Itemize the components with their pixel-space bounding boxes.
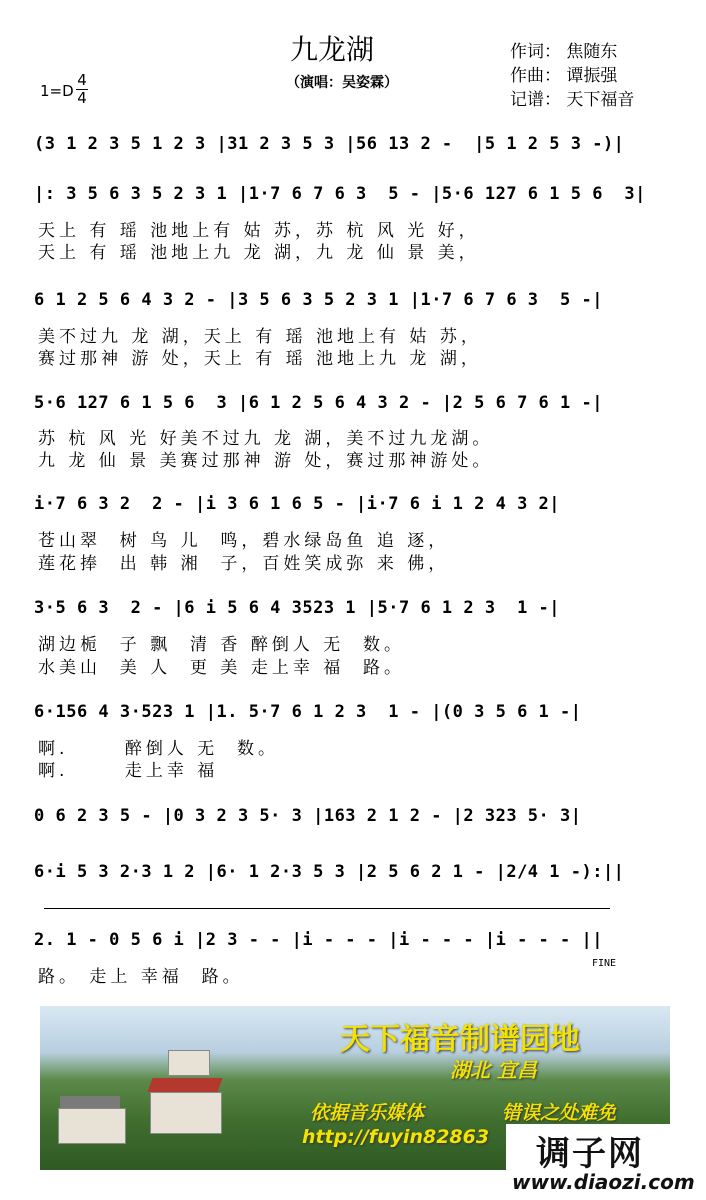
lyric-line-5b: 莲花捧 出 韩 湘 子，百姓笑成弥 来 佛， bbox=[38, 554, 450, 574]
lyric-line-3a: 美不过九 龙 湖，天上 有 瑶 池地上有 姑 苏， bbox=[38, 327, 482, 347]
house-roof-grey bbox=[60, 1096, 120, 1108]
banner-error-note: 错误之处难免 bbox=[502, 1102, 617, 1124]
banner-location: 湖北 宜昌 bbox=[450, 1058, 537, 1082]
fine-mark: FINE bbox=[592, 958, 617, 969]
time-signature-bottom: 4 bbox=[77, 89, 87, 107]
score-line-4: 5·6 127 6 1 5 6 3 |6 1 2 5 6 4 3 2 - |2 5 6 7 6 1 -| bbox=[34, 393, 603, 413]
watermark-url: www.diaozi.com bbox=[512, 1170, 695, 1194]
score-line-3: 6 1 2 5 6 4 3 2 - |3 5 6 3 5 2 3 1 |1·7 6 7 6 3 5 -| bbox=[34, 290, 603, 310]
score-line-9: 6·i 5 3 2·3 1 2 |6· 1 2·3 5 3 |2 5 6 2 1 - |2/4 1 -):|| bbox=[34, 862, 625, 882]
lyric-line-7a: 啊. 醉倒人 无 数。 bbox=[38, 739, 280, 759]
lyricist-credit: 作词： 焦随东 bbox=[510, 42, 618, 62]
lyric-line-5a: 苍山翠 树 鸟 儿 鸣，碧水绿岛鱼 追 逐， bbox=[38, 531, 450, 551]
key-signature: 1=D bbox=[40, 82, 74, 100]
lyric-line-6a: 湖边栀 子 飘 清 香 醉倒人 无 数。 bbox=[38, 635, 406, 655]
score-line-2: |: 3 5 6 3 5 2 3 1 |1·7 6 7 6 3 5 - |5·6 127 6 1 5 6 3| bbox=[34, 184, 646, 204]
score-line-6: 3·5 6 3 2 - |6 i 5 6 4 3523 1 |5·7 6 1 2 3 1 -| bbox=[34, 598, 561, 618]
banner-url: http://fuyin82863 bbox=[302, 1126, 490, 1148]
lyric-line-2a: 天上 有 瑶 池地上有 姑 苏，苏 杭 风 光 好， bbox=[38, 221, 480, 241]
banner-title: 天下福音制谱园地 bbox=[340, 1022, 580, 1057]
song-title: 九龙湖 bbox=[290, 33, 375, 66]
transcriber-credit: 记谱： 天下福音 bbox=[510, 90, 635, 110]
lyric-line-3b: 赛过那神 游 处，天上 有 瑶 池地上九 龙 湖， bbox=[38, 349, 482, 369]
time-signature bbox=[76, 72, 88, 107]
score-line-1: (3 1 2 3 5 1 2 3 |31 2 3 5 3 |56 13 2 - |5 1 2 5 3 -)| bbox=[34, 134, 625, 154]
lyric-line-2b: 天上 有 瑶 池地上九 龙 湖，九 龙 仙 景 美， bbox=[38, 243, 480, 263]
score-line-7: 6·156 4 3·523 1 |1. 5·7 6 1 2 3 1 - |(0 3 5 6 1 -| bbox=[34, 702, 582, 722]
credits-block bbox=[510, 40, 634, 112]
score-line-10: 2. 1 - 0 5 6 i |2 3 - - |i - - - |i - - - |i - - - || bbox=[34, 930, 603, 950]
score-line-8: 0 6 2 3 5 - |0 3 2 3 5· 3 |163 2 1 2 - |2 323 5· 3| bbox=[34, 806, 582, 826]
singer-credit: （演唱：吴姿霖） bbox=[286, 75, 398, 91]
house-far bbox=[168, 1050, 210, 1076]
house-grey bbox=[58, 1108, 126, 1144]
house-roof bbox=[147, 1078, 222, 1092]
house bbox=[150, 1092, 222, 1134]
composer-credit: 作曲： 谭振强 bbox=[510, 66, 618, 86]
time-signature-top: 4 bbox=[77, 71, 87, 89]
score-line-5: i·7 6 3 2 2 - |i 3 6 1 6 5 - |i·7 6 i 1 2 4 3 2| bbox=[34, 494, 561, 514]
lyric-line-4b: 九 龙 仙 景 美赛过那神 游 处，赛过那神游处。 bbox=[38, 451, 494, 471]
lyric-line-7b: 啊. 走上幸 福 bbox=[38, 761, 219, 781]
volta-bracket-2 bbox=[44, 908, 610, 909]
lyric-line-4a: 苏 杭 风 光 好美不过九 龙 湖，美不过九龙湖。 bbox=[38, 429, 494, 449]
lyric-line-6b: 水美山 美 人 更 美 走上幸 福 路。 bbox=[38, 658, 406, 678]
banner-source-note: 依据音乐媒体 bbox=[310, 1102, 425, 1124]
watermark-logo: 调子网 bbox=[536, 1134, 644, 1174]
lyric-line-10: 路。 走上 幸福 路。 bbox=[38, 967, 244, 987]
